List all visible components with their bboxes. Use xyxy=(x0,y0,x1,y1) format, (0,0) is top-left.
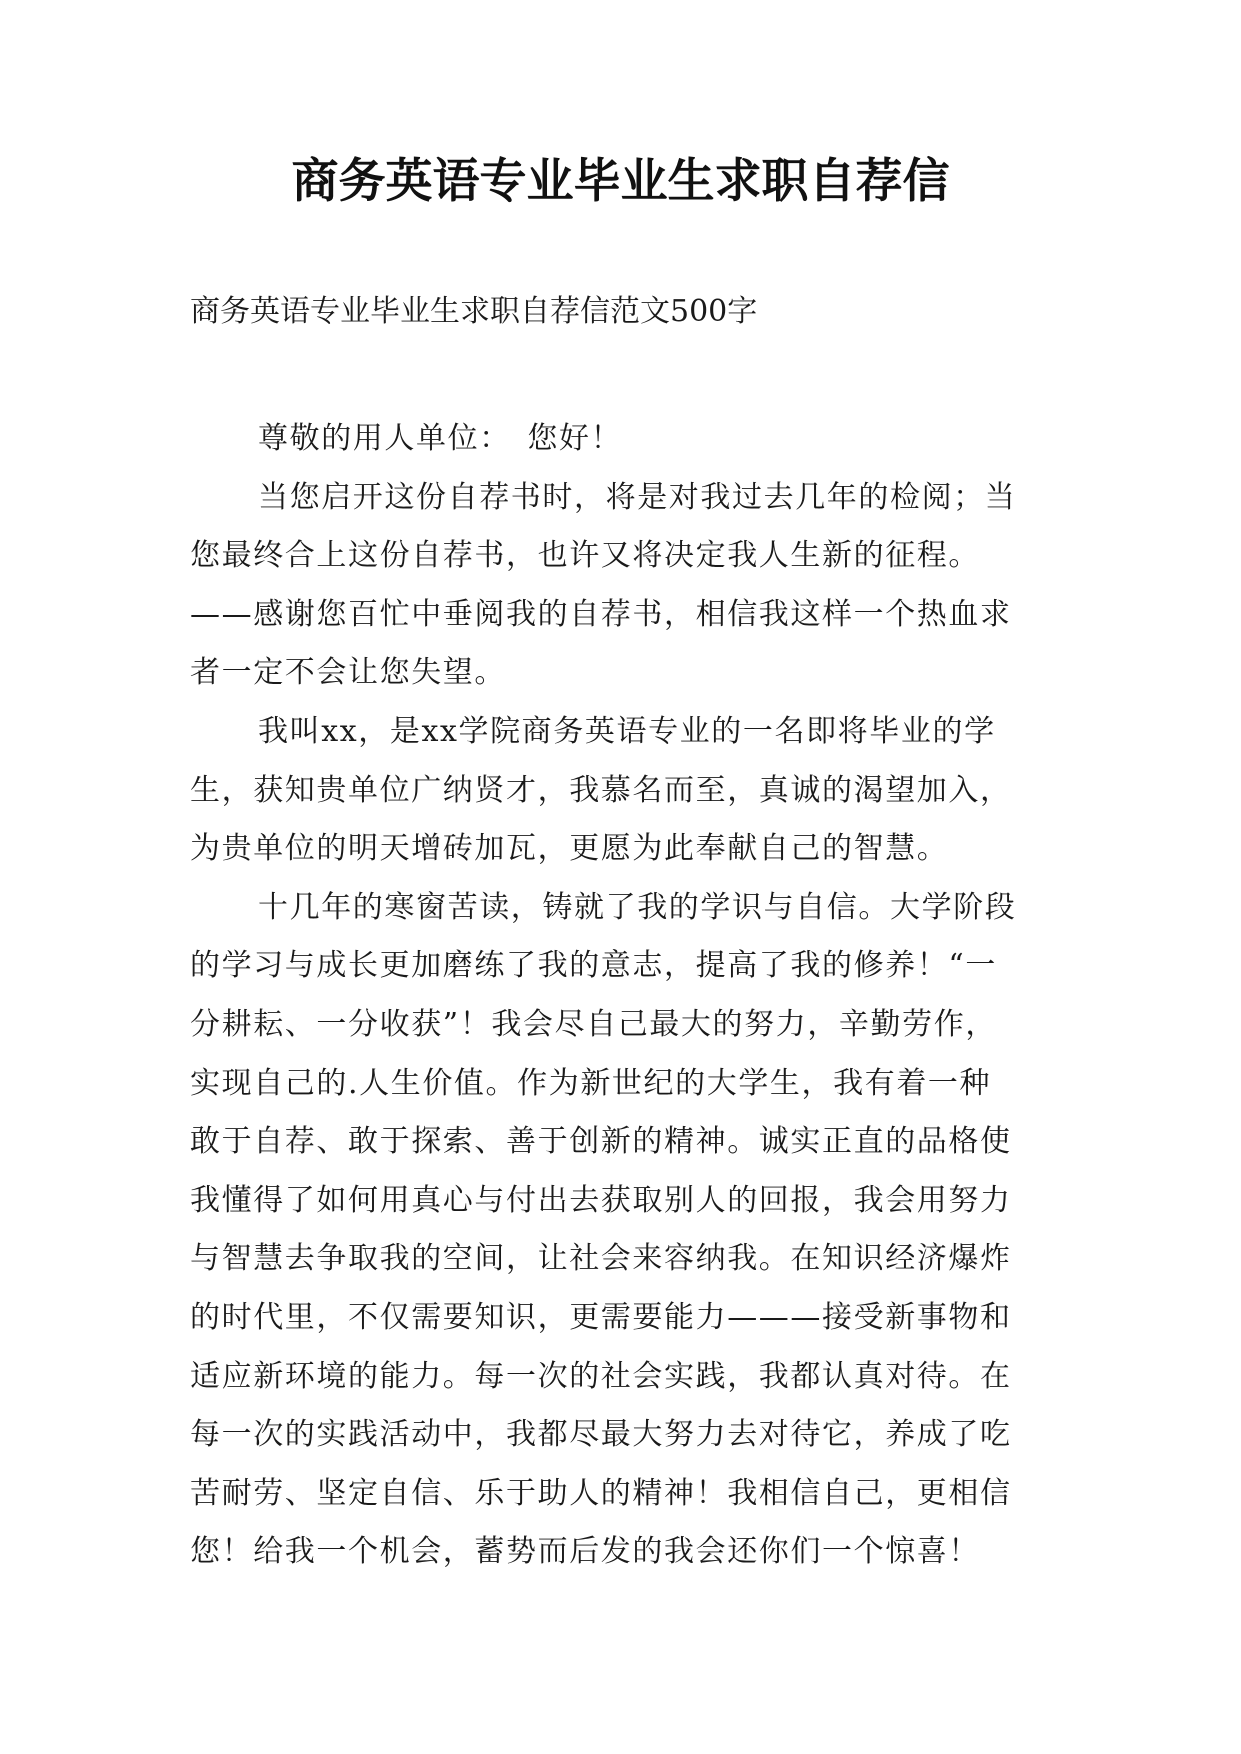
paragraph-1-line: ——感谢您百忙中垂阅我的自荐书，相信我这样一个热血求 xyxy=(190,596,1012,632)
letter-body xyxy=(190,410,1060,1582)
paragraph-2-line: 我叫xx，是xx学院商务英语专业的一名即将毕业的学 xyxy=(258,713,996,749)
paragraph-1-line: 者一定不会让您失望。 xyxy=(190,655,506,691)
paragraph-3-line: 与智慧去争取我的空间，让社会来容纳我。在知识经济爆炸 xyxy=(190,1241,1012,1277)
paragraph-2-line: 生，获知贵单位广纳贤才，我慕名而至，真诚的渴望加入， xyxy=(190,772,1012,808)
paragraph-3-line: 实现自己的.人生价值。作为新世纪的大学生，我有着一种 xyxy=(190,1065,992,1101)
paragraph-3-line: 苦耐劳、坚定自信、乐于助人的精神！我相信自己，更相信 xyxy=(190,1475,1012,1511)
paragraph-1-line: 您最终合上这份自荐书，也许又将决定我人生新的征程。 xyxy=(190,538,980,574)
salutation-line: 尊敬的用人单位： 您好！ xyxy=(258,421,623,456)
paragraph-3-line: 敢于自荐、敢于探索、善于创新的精神。诚实正直的品格使 xyxy=(190,1124,1012,1160)
document-subtitle: 商务英语专业毕业生求职自荐信范文500字 xyxy=(190,294,758,329)
paragraph-3-line: 您！给我一个机会，蓄势而后发的我会还你们一个惊喜！ xyxy=(190,1534,980,1570)
paragraph-1-line: 当您启开这份自荐书时，将是对我过去几年的检阅；当 xyxy=(258,479,1017,515)
paragraph-3-line: 的学习与成长更加磨练了我的意志，提高了我的修养！“一 xyxy=(190,948,997,984)
paragraph-2-line: 为贵单位的明天增砖加瓦，更愿为此奉献自己的智慧。 xyxy=(190,831,949,867)
paragraph-3-line: 的时代里，不仅需要知识，更需要能力———接受新事物和 xyxy=(190,1299,1012,1335)
paragraph-3-line: 十几年的寒窗苦读，铸就了我的学识与自信。大学阶段 xyxy=(258,889,1017,925)
paragraph-3-line: 分耕耘、一分收获”！我会尽自己最大的努力，辛勤劳作， xyxy=(190,1006,997,1042)
paragraph-3-line: 适应新环境的能力。每一次的社会实践，我都认真对待。在 xyxy=(190,1358,1012,1394)
paragraph-3-line: 我懂得了如何用真心与付出去获取别人的回报，我会用努力 xyxy=(190,1182,1012,1218)
paragraph-3-line: 每一次的实践活动中，我都尽最大努力去对待它，养成了吃 xyxy=(190,1417,1012,1453)
document-title: 商务英语专业毕业生求职自荐信 xyxy=(291,154,950,209)
